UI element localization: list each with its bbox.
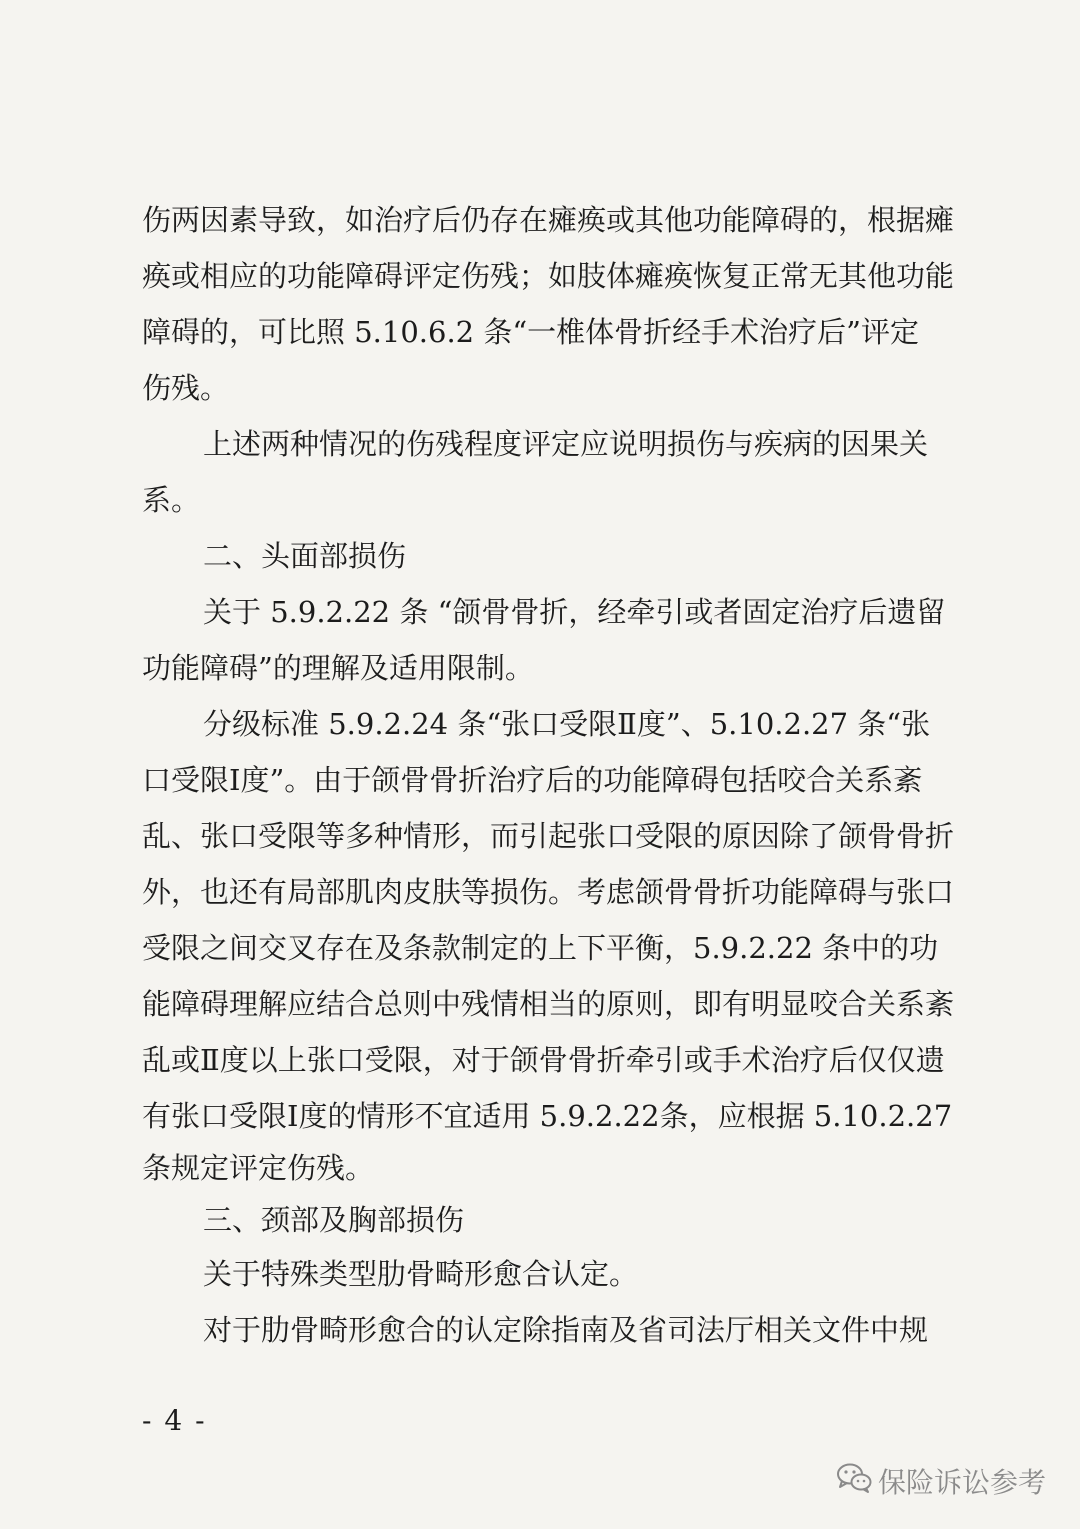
text-line: 有张口受限Ⅰ度的情形不宜适用 5.9.2.22条，应根据 5.10.2.27 (142, 1099, 953, 1133)
wechat-icon (836, 1462, 872, 1501)
text-line: 系。 (142, 483, 201, 517)
text-line: 伤残。 (142, 371, 230, 405)
text-line: 分级标准 5.9.2.24 条“张口受限Ⅱ度”、5.10.2.27 条“张 (203, 707, 931, 741)
text-line: 障碍的，可比照 5.10.6.2 条“一椎体骨折经手术治疗后”评定 (142, 315, 919, 349)
section-heading: 三、颈部及胸部损伤 (203, 1203, 465, 1237)
text-line: 乱、张口受限等多种情形，而引起张口受限的原因除了颌骨骨折 (142, 819, 955, 853)
text-line: 伤两因素导致，如治疗后仍存在瘫痪或其他功能障碍的，根据瘫 (142, 203, 955, 237)
text-line: 痪或相应的功能障碍评定伤残；如肢体瘫痪恢复正常无其他功能 (142, 259, 955, 293)
text-line: 上述两种情况的伤残程度评定应说明损伤与疾病的因果关 (203, 427, 929, 461)
text-line: 受限之间交叉存在及条款制定的上下平衡，5.9.2.22 条中的功 (142, 931, 939, 965)
text-line: 口受限Ⅰ度”。由于颌骨骨折治疗后的功能障碍包括咬合关系紊 (142, 763, 923, 797)
section-heading: 二、头面部损伤 (203, 539, 407, 573)
text-line: 对于肋骨畸形愈合的认定除指南及省司法厅相关文件中规 (203, 1313, 929, 1347)
text-line: 功能障碍”的理解及适用限制。 (142, 651, 534, 685)
watermark (836, 1461, 1046, 1501)
text-line: 乱或Ⅱ度以上张口受限，对于颌骨骨折牵引或手术治疗后仅仅遗 (142, 1043, 945, 1077)
page-number: - 4 - (142, 1404, 207, 1437)
text-line: 条规定评定伤残。 (142, 1151, 375, 1185)
text-line: 关于 5.9.2.22 条 “颌骨骨折，经牵引或者固定治疗后遗留 (203, 595, 946, 629)
watermark-text: 保险诉讼参考 (878, 1466, 1047, 1499)
text-line: 外，也还有局部肌肉皮肤等损伤。考虑颌骨骨折功能障碍与张口 (142, 875, 955, 909)
text-line: 关于特殊类型肋骨畸形愈合认定。 (203, 1257, 639, 1291)
text-line: 能障碍理解应结合总则中残情相当的原则，即有明显咬合关系紊 (142, 987, 955, 1021)
